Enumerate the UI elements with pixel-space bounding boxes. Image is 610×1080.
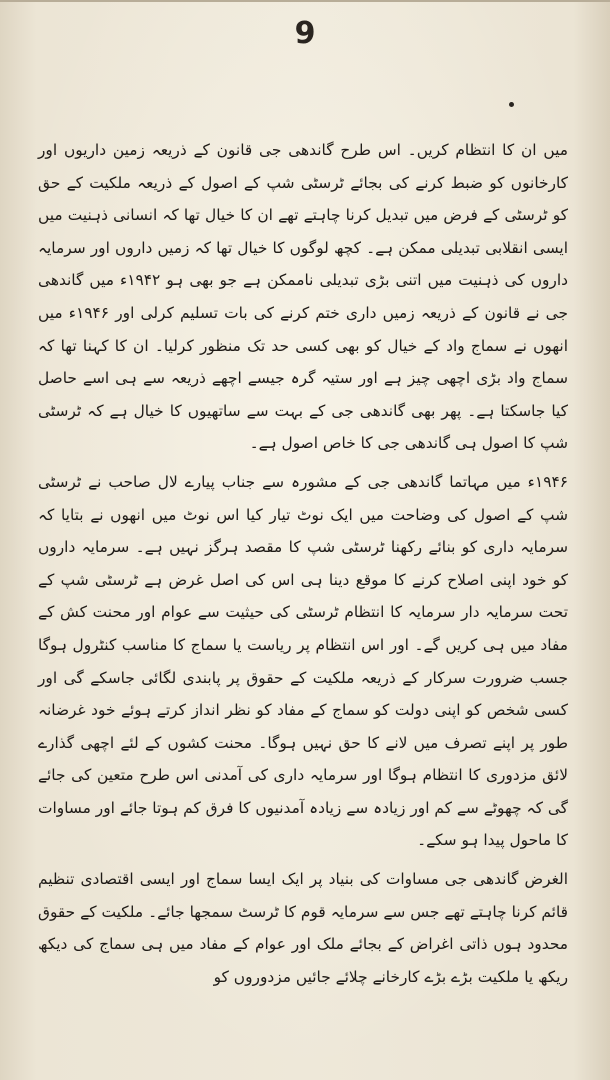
paragraph-3: الغرض گاندھی جی مساوات کی بنیاد پر ایک ایسا سماج اور ایسی اقتصادی تنظیم قائم کرنا چاہتے تھے جس سے سرمایہ قوم کا ٹرسٹ سمجھا جائے۔ ملکیت کے حقوق محدود ہوں ذاتی اغراض کے بجائے ملک اور عوام کے مفاد میں ہی سماج کی دیکھ ریکھ یا ملکیت بڑے بڑے کارخانے چلائے جائیں مزدوروں کو: [38, 870, 568, 986]
body-text: [38, 134, 568, 993]
ink-spot: [509, 102, 514, 107]
page-number: 9: [294, 16, 316, 51]
paragraph-1: میں ان کا انتظام کریں۔ اس طرح گاندھی جی قانون کے ذریعہ زمین داریوں اور کارخانوں کو ضبط کرنے کی بجائے ٹرسٹی شپ کے اصول کے ذریعہ ملکیت کے حق کو ٹرسٹی کے فرض میں تبدیل کرنا چاہتے تھے ان کا خیال تھا کہ انسانی ذہنیت میں ایسی انقلابی تبدیلی ممکن ہے۔ کچھ لوگوں کا خیال تھا کہ زمیں داروں اور سرمایہ داروں کی ذہنیت میں اتنی بڑی تبدیلی ناممکن ہے جو بھی ہو ۱۹۴۲ء میں گاندھی جی نے قانون کے ذریعہ زمیں داری ختم کرنے کی بات تسلیم کرلی اور ۱۹۴۶ء میں انھوں نے سماج واد کے خیال کو بھی کسی حد تک منظور کرلیا۔ ان کا کہنا تھا کہ سماج واد بڑی اچھی چیز ہے اور ستیہ گرہ جیسے اچھے ذریعہ سے ہی اسے حاصل کیا جاسکتا ہے۔ پھر بھی گاندھی جی کے بہت سے ساتھیوں کا خیال ہے کہ ٹرسٹی شپ کا اصول ہی گاندھی جی کا خاص اصول ہے۔: [38, 141, 568, 453]
paragraph-2: ۱۹۴۶ء میں مہاتما گاندھی جی کے مشورہ سے جناب پیارے لال صاحب نے ٹرسٹی شپ کے اصول کی وضاحت میں ایک نوٹ تیار کیا اس نوٹ میں انھوں نے بتایا کہ سرمایہ داری کو بنائے رکھنا ٹرسٹی شپ کا مقصد ہرگز نہیں ہے۔ سرمایہ داروں کو خود اپنی اصلاح کرنے کا موقع دینا ہی اس کی اصل غرض ہے ٹرسٹی شپ کے تحت سرمایہ دار سرمایہ کا انتظام ٹرسٹی کی حیثیت سے عوام اور محنت کش کے مفاد میں ہی کریں گے۔ اور اس انتظام پر ریاست یا سماج کا مناسب کنٹرول ہوگا جسب ضرورت سرکار کے ذریعہ ملکیت کے حقوق پر پابندی لگائی جاسکے گی اور کسی شخص کو اپنی دولت کو سماج کے مفاد کو نظر انداز کرتے ہوئے خود غرضانہ طور پر اپنے تصرف میں لانے کا حق نہیں ہوگا۔ محنت کشوں کے لئے اچھی گذارے لائق مزدوری کا انتظام ہوگا اور سرمایہ داری کی آمدنی اس طرح متعین کی جائے گی کہ چھوٹے سے کم اور زیادہ سے زیادہ آمدنیوں کا فرق کم ہوتا جائے اور مساوات کا ماحول پیدا ہو سکے۔: [38, 472, 568, 850]
